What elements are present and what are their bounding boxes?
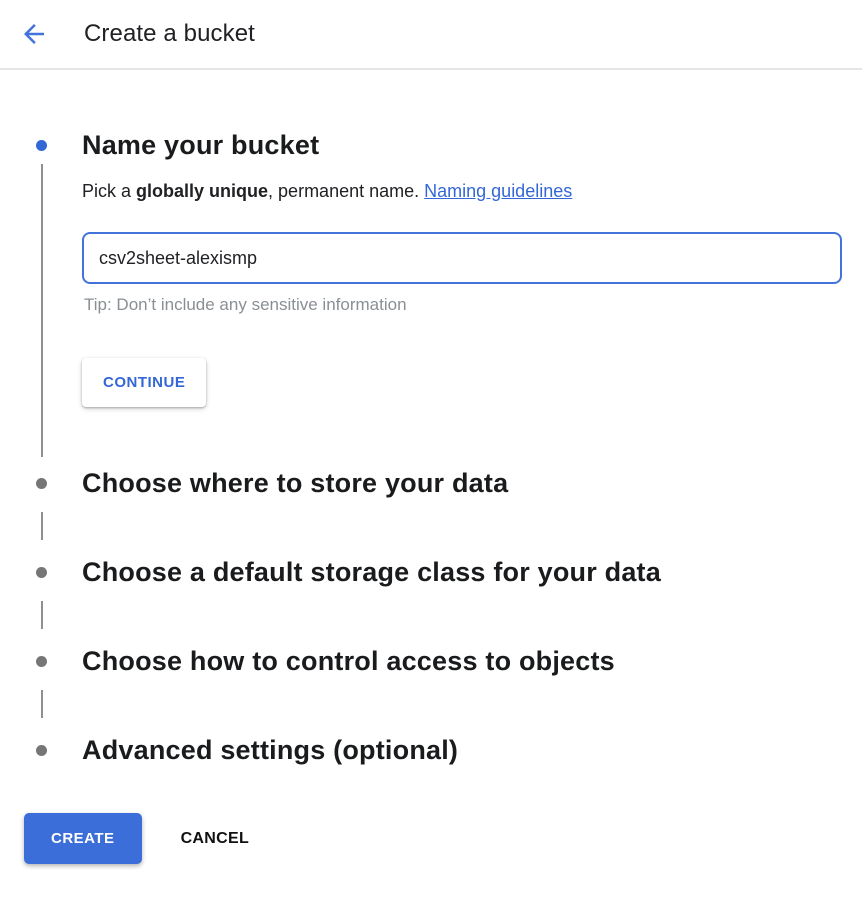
header [0,0,862,70]
step-choose-storage-class [0,553,862,591]
step-connector-line [41,690,43,718]
arrow-left-icon [19,19,49,49]
step-heading-advanced-settings[interactable]: Advanced settings (optional) [82,735,459,765]
step-heading-choose-storage-class[interactable]: Choose a default storage class for your data [82,557,661,587]
step-rail [0,642,82,680]
step-rail [0,126,82,407]
step-connector-line [41,512,43,540]
description-suffix: , permanent name. [268,181,425,201]
step-control-access [0,642,862,680]
page-title: Create a bucket [84,20,255,47]
create-button[interactable]: CREATE [24,813,142,864]
step-inactive-dot [36,567,47,578]
form-actions [0,813,862,864]
step-inactive-dot [36,656,47,667]
create-bucket-form [0,70,862,864]
step-active-dot [36,140,47,151]
step-rail [0,731,82,769]
step-heading-choose-where-to-store[interactable]: Choose where to store your data [82,468,509,498]
step-connector-line [41,601,43,629]
step-advanced-settings [0,731,862,769]
description-prefix: Pick a [82,181,137,201]
sensitive-info-tip: Tip: Don’t include any sensitive information [84,295,407,314]
step-heading-name-your-bucket[interactable]: Name your bucket [82,130,320,160]
step-inactive-dot [36,745,47,756]
naming-guidelines-link[interactable]: Naming guidelines [424,181,573,201]
back-button[interactable] [14,14,54,54]
continue-button[interactable]: CONTINUE [82,358,206,407]
step-connector-line [41,164,43,457]
bucket-name-input[interactable] [82,232,842,284]
step-heading-control-access[interactable]: Choose how to control access to objects [82,646,615,676]
step-name-your-bucket [0,126,862,407]
bucket-name-description [82,179,862,203]
step-rail [0,464,82,502]
cancel-button[interactable]: CANCEL [165,818,265,860]
step-inactive-dot [36,478,47,489]
step-rail [0,553,82,591]
description-bold: globally unique [136,181,269,201]
step-choose-where-to-store [0,464,862,502]
